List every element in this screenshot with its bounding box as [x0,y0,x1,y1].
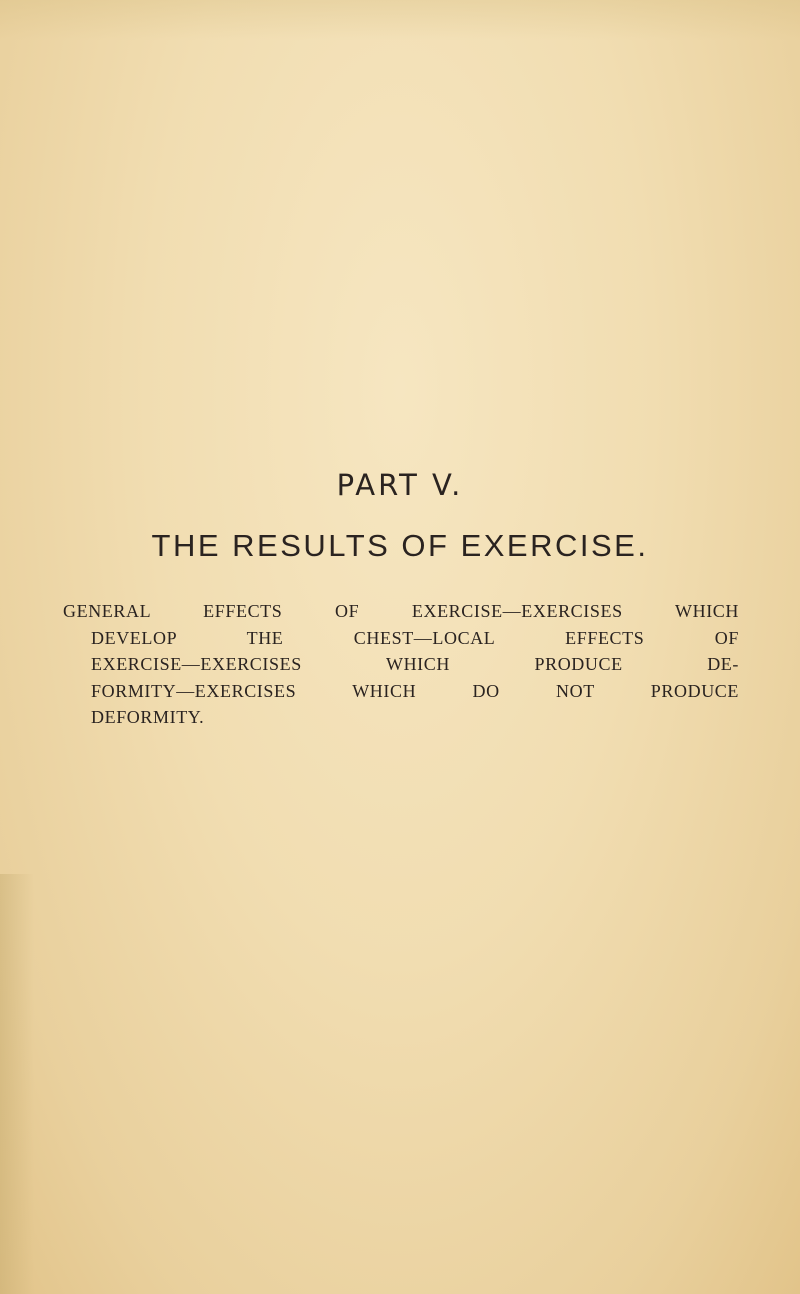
page-top-shading [0,0,800,40]
summary-line: FORMITY—EXERCISES WHICH DO NOT PRODUCE [91,680,739,701]
summary-line: GENERAL EFFECTS OF EXERCISE—EXERCISES WHICH [63,601,739,621]
page-edge-shading [0,874,34,1294]
chapter-summary [63,598,739,731]
summary-line: DEFORMITY. [91,707,205,727]
summary-line: EXERCISE—EXERCISES WHICH PRODUCE DE- [91,654,739,674]
chapter-title: THE RESULTS OF EXERCISE. [151,528,649,563]
part-heading: PART V. [336,468,464,502]
summary-line: DEVELOP THE CHEST—LOCAL EFFECTS OF [91,627,739,648]
